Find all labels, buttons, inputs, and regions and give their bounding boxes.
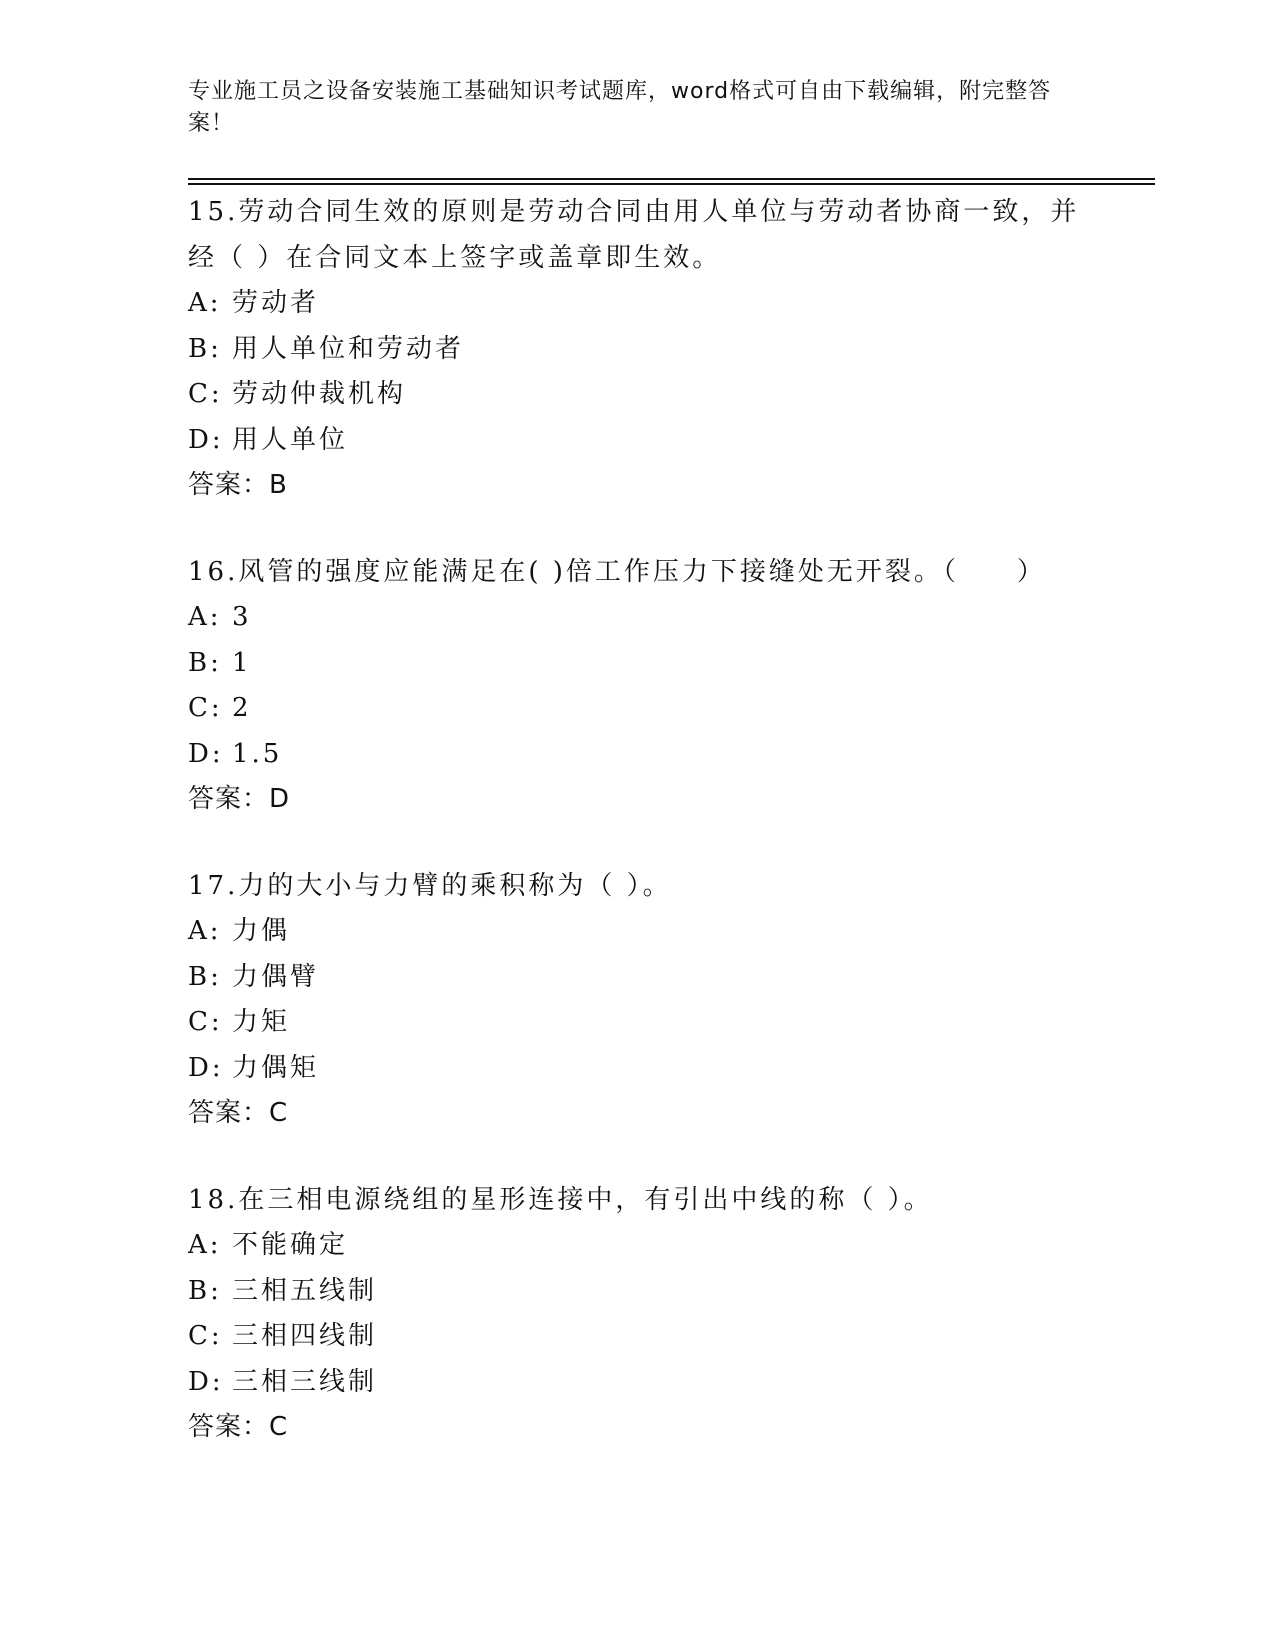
option-text: 用人单位 xyxy=(232,424,349,455)
option-text: 三相五线制 xyxy=(232,1275,378,1306)
question-stem: 16.风管的强度应能满足在( )倍工作压力下接缝处无开裂。（ ） xyxy=(188,556,1046,587)
option-d xyxy=(188,732,1088,778)
option-letter: C: xyxy=(188,1321,223,1351)
option-text: 用人单位和劳动者 xyxy=(232,333,465,364)
option-text: 劳动者 xyxy=(232,288,320,318)
option-b xyxy=(188,955,1088,1001)
option-letter: B: xyxy=(188,333,222,364)
question-18 xyxy=(188,1178,1088,1451)
option-c xyxy=(188,1314,1088,1360)
option-b xyxy=(188,327,1088,373)
option-text: 三相三线制 xyxy=(232,1366,378,1397)
option-text: 劳动仲裁机构 xyxy=(232,379,407,409)
option-letter: C: xyxy=(188,1007,223,1037)
option-letter: C: xyxy=(188,693,223,723)
option-text: 力偶矩 xyxy=(232,1052,320,1083)
option-letter: A: xyxy=(188,602,222,632)
option-letter: B: xyxy=(188,961,222,992)
option-a xyxy=(188,1223,1088,1269)
option-letter: C: xyxy=(188,379,223,409)
option-a xyxy=(188,595,1088,641)
option-letter: A: xyxy=(188,916,222,946)
option-d xyxy=(188,1360,1088,1406)
option-a xyxy=(188,281,1088,327)
option-d xyxy=(188,1046,1088,1092)
answer-line: 答案：D xyxy=(188,784,291,814)
option-c xyxy=(188,686,1088,732)
page-title: 专业施工员之设备安装施工基础知识考试题库，word格式可自由下载编辑，附完整答案！ xyxy=(188,79,1052,136)
answer-line: 答案：C xyxy=(188,1098,289,1128)
question-stem: 15.劳动合同生效的原则是劳动合同由用人单位与劳动者协商一致，并经（ ）在合同文本上签字或盖章即生效。 xyxy=(188,197,1080,273)
option-letter: D: xyxy=(188,1052,224,1083)
option-text: 3 xyxy=(232,602,252,632)
option-c xyxy=(188,372,1088,418)
option-text: 三相四线制 xyxy=(232,1321,378,1351)
question-15 xyxy=(188,190,1088,509)
question-stem: 17.力的大小与力臂的乘积称为（ ）。 xyxy=(188,870,672,901)
option-text: 1 xyxy=(232,647,252,678)
option-text: 2 xyxy=(232,693,252,723)
question-16 xyxy=(188,550,1088,823)
answer-line: 答案：B xyxy=(188,470,288,500)
option-a xyxy=(188,909,1088,955)
option-letter: D: xyxy=(188,424,224,455)
option-b xyxy=(188,641,1088,687)
option-letter: D: xyxy=(188,1366,224,1397)
option-letter: B: xyxy=(188,1275,222,1306)
header-divider-top xyxy=(188,178,1155,180)
option-letter: B: xyxy=(188,647,222,678)
option-text: 力矩 xyxy=(232,1007,291,1037)
option-letter: A: xyxy=(188,288,222,318)
option-text: 力偶臂 xyxy=(232,961,320,992)
question-stem: 18.在三相电源绕组的星形连接中，有引出中线的称（ ）。 xyxy=(188,1184,933,1215)
question-list xyxy=(188,190,1088,1451)
option-letter: A: xyxy=(188,1230,222,1260)
option-b xyxy=(188,1269,1088,1315)
option-d xyxy=(188,418,1088,464)
option-text: 力偶 xyxy=(232,916,291,946)
option-text: 不能确定 xyxy=(232,1230,349,1260)
header-divider-bottom xyxy=(188,183,1155,185)
option-letter: D: xyxy=(188,738,224,769)
answer-line: 答案：C xyxy=(188,1412,289,1442)
option-text: 1.5 xyxy=(232,738,283,769)
question-17 xyxy=(188,864,1088,1137)
option-c xyxy=(188,1000,1088,1046)
